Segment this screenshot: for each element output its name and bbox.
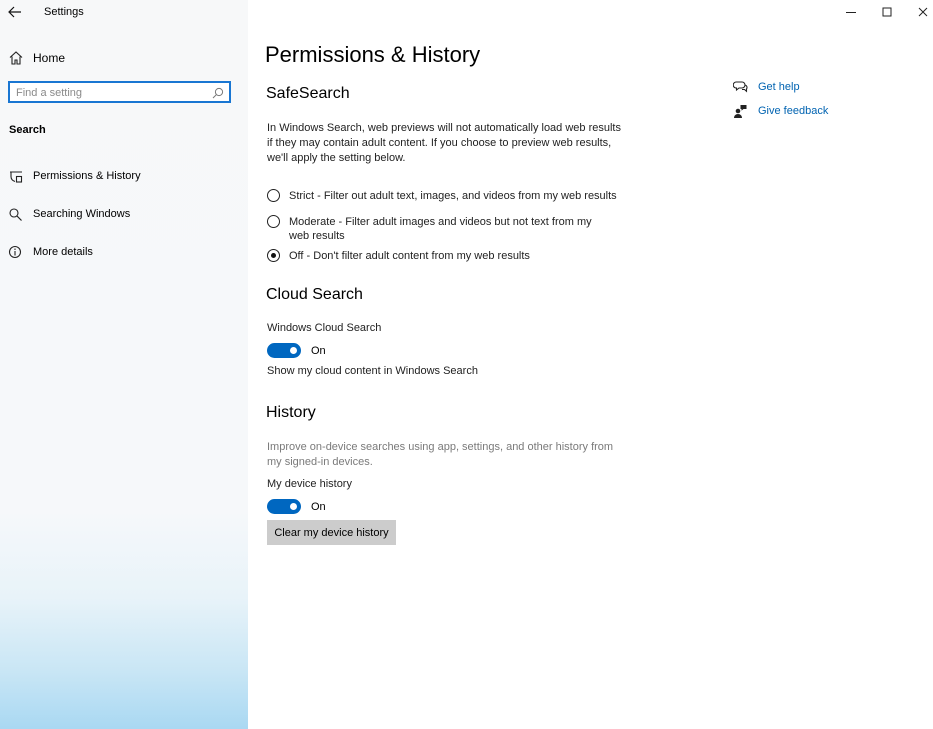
radio-button-selected[interactable] [267, 249, 280, 262]
radio-label: Moderate - Filter adult images and videos but not text from my web results [289, 216, 592, 242]
find-setting-input[interactable] [16, 85, 206, 101]
maximize-icon[interactable] [876, 4, 898, 20]
cloud-search-description: Show my cloud content in Windows Search [267, 365, 478, 377]
sidebar-item-searching-windows[interactable] [8, 207, 238, 223]
main-content [248, 0, 933, 729]
safesearch-option-moderate[interactable] [267, 215, 627, 245]
feedback-person-icon [733, 103, 749, 124]
sidebar-item-more-details[interactable] [8, 245, 238, 261]
find-setting-box[interactable] [8, 81, 231, 103]
home-icon [8, 50, 24, 71]
safesearch-option-off[interactable] [267, 249, 627, 265]
safesearch-heading: SafeSearch [266, 85, 350, 102]
toggle-knob [290, 503, 297, 510]
get-help-label: Get help [758, 81, 800, 93]
sidebar-item-label: Permissions & History [33, 170, 141, 182]
give-feedback-label: Give feedback [758, 105, 829, 117]
device-history-toggle-label: My device history [267, 478, 352, 490]
back-arrow-icon[interactable] [6, 4, 24, 20]
radio-button[interactable] [267, 189, 280, 202]
history-heading: History [266, 404, 316, 421]
search-icon[interactable] [212, 86, 224, 104]
page-title: Permissions & History [265, 42, 481, 67]
device-history-toggle[interactable] [267, 499, 301, 514]
home-label: Home [33, 51, 66, 65]
minimize-icon[interactable] [840, 4, 862, 20]
search-icon [8, 207, 24, 228]
get-help-icon [733, 79, 749, 100]
get-help-link[interactable] [733, 79, 843, 95]
device-history-toggle-state: On [311, 501, 326, 513]
cloud-search-heading: Cloud Search [266, 286, 363, 303]
toggle-knob [290, 347, 297, 354]
sidebar [0, 0, 248, 729]
cloud-search-toggle-state: On [311, 345, 326, 357]
sidebar-item-label: More details [33, 246, 93, 258]
give-feedback-link[interactable] [733, 103, 843, 119]
radio-label: Off - Don't filter adult content from my web results [289, 250, 530, 262]
close-icon[interactable] [912, 4, 933, 20]
info-icon [8, 245, 24, 266]
radio-button[interactable] [267, 215, 280, 228]
permissions-shield-icon [8, 169, 24, 190]
app-title: Settings [44, 6, 84, 18]
sidebar-item-permissions-history[interactable] [8, 169, 238, 185]
safesearch-option-strict[interactable] [267, 189, 627, 205]
clear-device-history-button[interactable]: Clear my device history [267, 520, 396, 545]
sidebar-item-label: Searching Windows [33, 208, 131, 220]
history-description: Improve on-device searches using app, settings, and other history from my signed-in devices. [267, 441, 614, 468]
radio-label: Strict - Filter out adult text, images, and videos from my web results [289, 190, 617, 202]
cloud-search-toggle[interactable] [267, 343, 301, 358]
cloud-search-toggle-label: Windows Cloud Search [267, 322, 382, 334]
safesearch-description: In Windows Search, web previews will not automatically load web results if they may contain adult content. If you choose to preview web results, we'll apply the setting below. [267, 122, 621, 164]
sidebar-section-label: Search [9, 124, 46, 136]
